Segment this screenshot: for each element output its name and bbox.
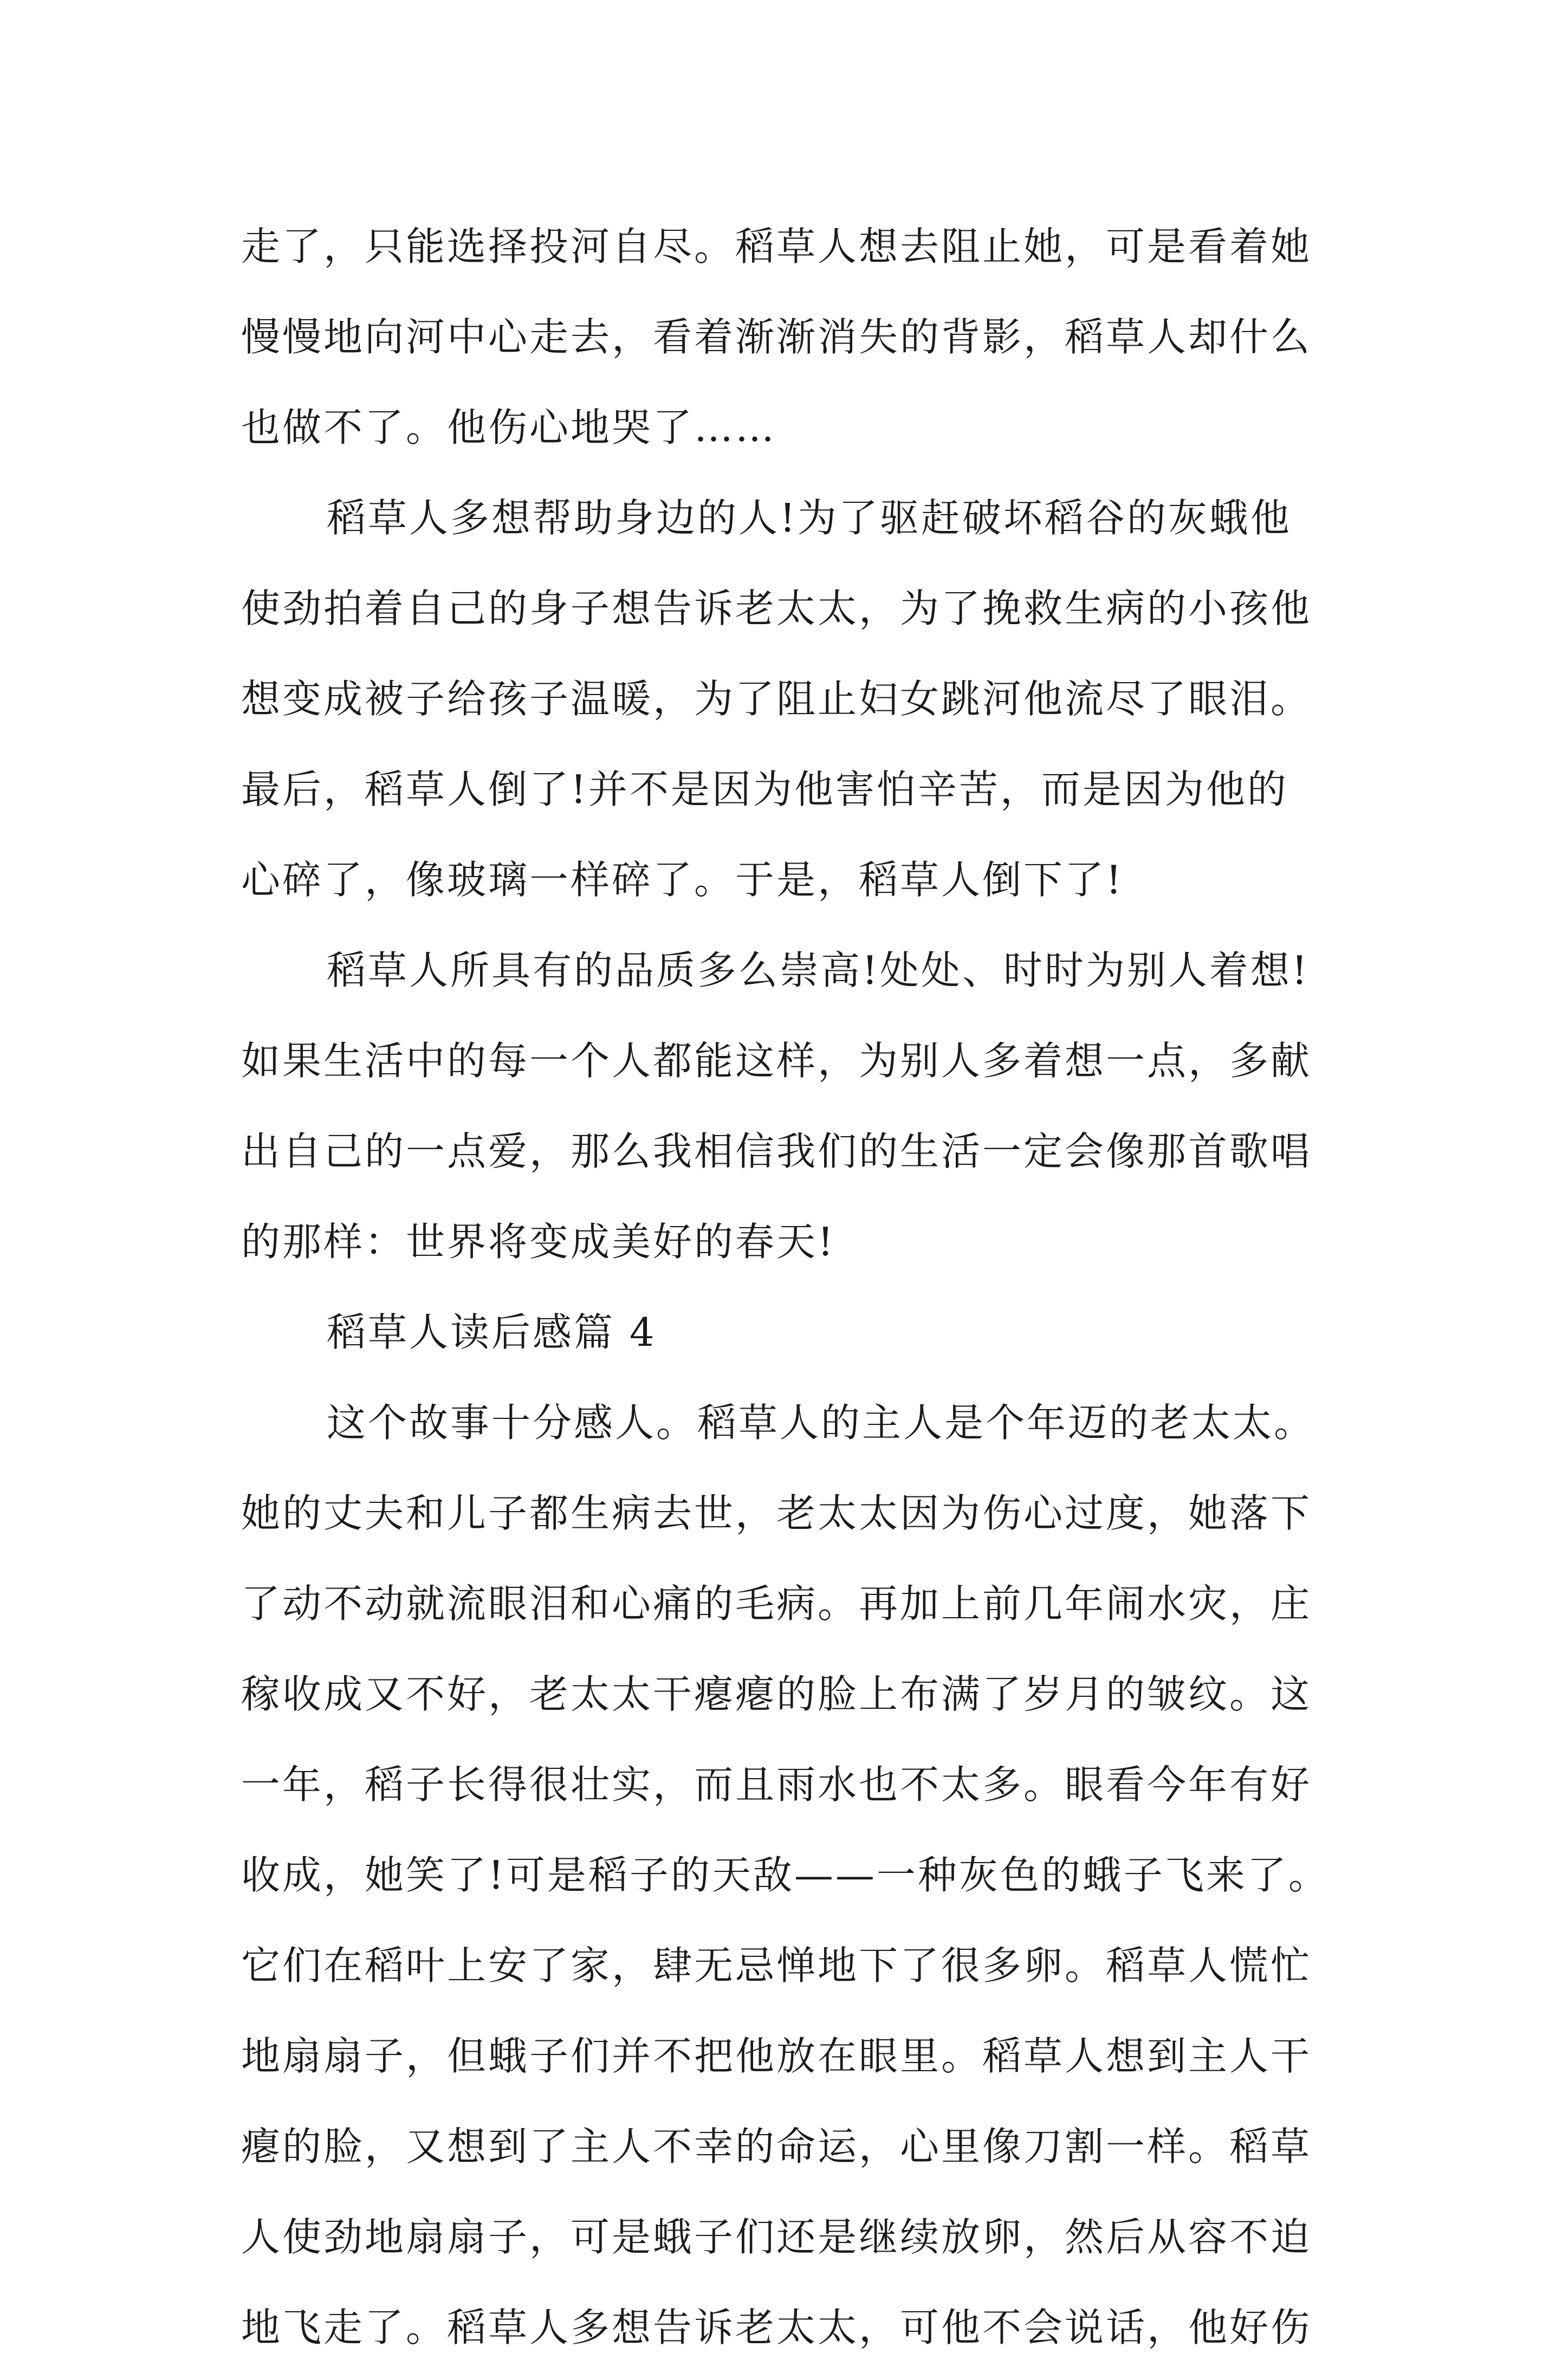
text-line: 稼收成又不好，老太太干瘪瘪的脸上布满了岁月的皱纹。这 (241, 1671, 1312, 1717)
text-line: 慢慢地向河中心走去，看着渐渐消失的背影，稻草人却什么 (241, 314, 1312, 360)
text-line: 也做不了。他伤心地哭了…… (241, 405, 777, 450)
text-line: 使劲拍着自己的身子想告诉老太太，为了挽救生病的小孩他 (241, 586, 1312, 631)
text-line: 想变成被子给孩子温暖，为了阻止妇女跳河他流尽了眼泪。 (241, 676, 1312, 722)
paragraph-start-line: 稻草人所具有的品质多么崇高!处处、时时为别人着想! (327, 948, 1310, 993)
text-line: 最后，稻草人倒了!并不是因为他害怕辛苦，而是因为他的 (241, 767, 1288, 812)
text-line: 一年，稻子长得很壮实，而且雨水也不太多。眼看今年有好 (241, 1762, 1312, 1807)
text-line: 心碎了，像玻璃一样碎了。于是，稻草人倒下了! (241, 857, 1124, 903)
text-line: 出自己的一点爱，那么我相信我们的生活一定会像那首歌唱 (241, 1129, 1312, 1174)
text-line: 她的丈夫和儿子都生病去世，老太太因为伤心过度，她落下 (241, 1490, 1312, 1536)
section-heading: 稻草人读后感篇 4 (327, 1309, 657, 1355)
text-line: 人使劲地扇扇子，可是蛾子们还是继续放卵，然后从容不迫 (241, 2214, 1312, 2260)
text-line: 瘪的脸，又想到了主人不幸的命运，心里像刀割一样。稻草 (241, 2124, 1312, 2169)
text-line: 收成，她笑了!可是稻子的天敌——一种灰色的蛾子飞来了。 (241, 1852, 1330, 1898)
text-line: 它们在稻叶上安了家，肆无忌惮地下了很多卵。稻草人慌忙 (241, 1943, 1312, 1988)
paragraph-start-line: 这个故事十分感人。稻草人的主人是个年迈的老太太。 (327, 1400, 1316, 1445)
text-line: 的那样：世界将变成美好的春天! (241, 1219, 835, 1265)
text-line: 了动不动就流眼泪和心痛的毛病。再加上前几年闹水灾，庄 (241, 1581, 1312, 1626)
body-text (241, 202, 1346, 2373)
text-line: 地扇扇子，但蛾子们并不把他放在眼里。稻草人想到主人干 (241, 2033, 1312, 2079)
text-line: 地飞走了。稻草人多想告诉老太太，可他不会说话，他好伤 (241, 2305, 1312, 2350)
paragraph-start-line: 稻草人多想帮助身边的人!为了驱赶破坏稻谷的灰蛾他 (327, 495, 1292, 541)
text-line: 如果生活中的每一个人都能这样，为别人多着想一点，多献 (241, 1038, 1312, 1084)
text-line: 走了，只能选择投河自尽。稻草人想去阻止她，可是看着她 (241, 224, 1312, 269)
